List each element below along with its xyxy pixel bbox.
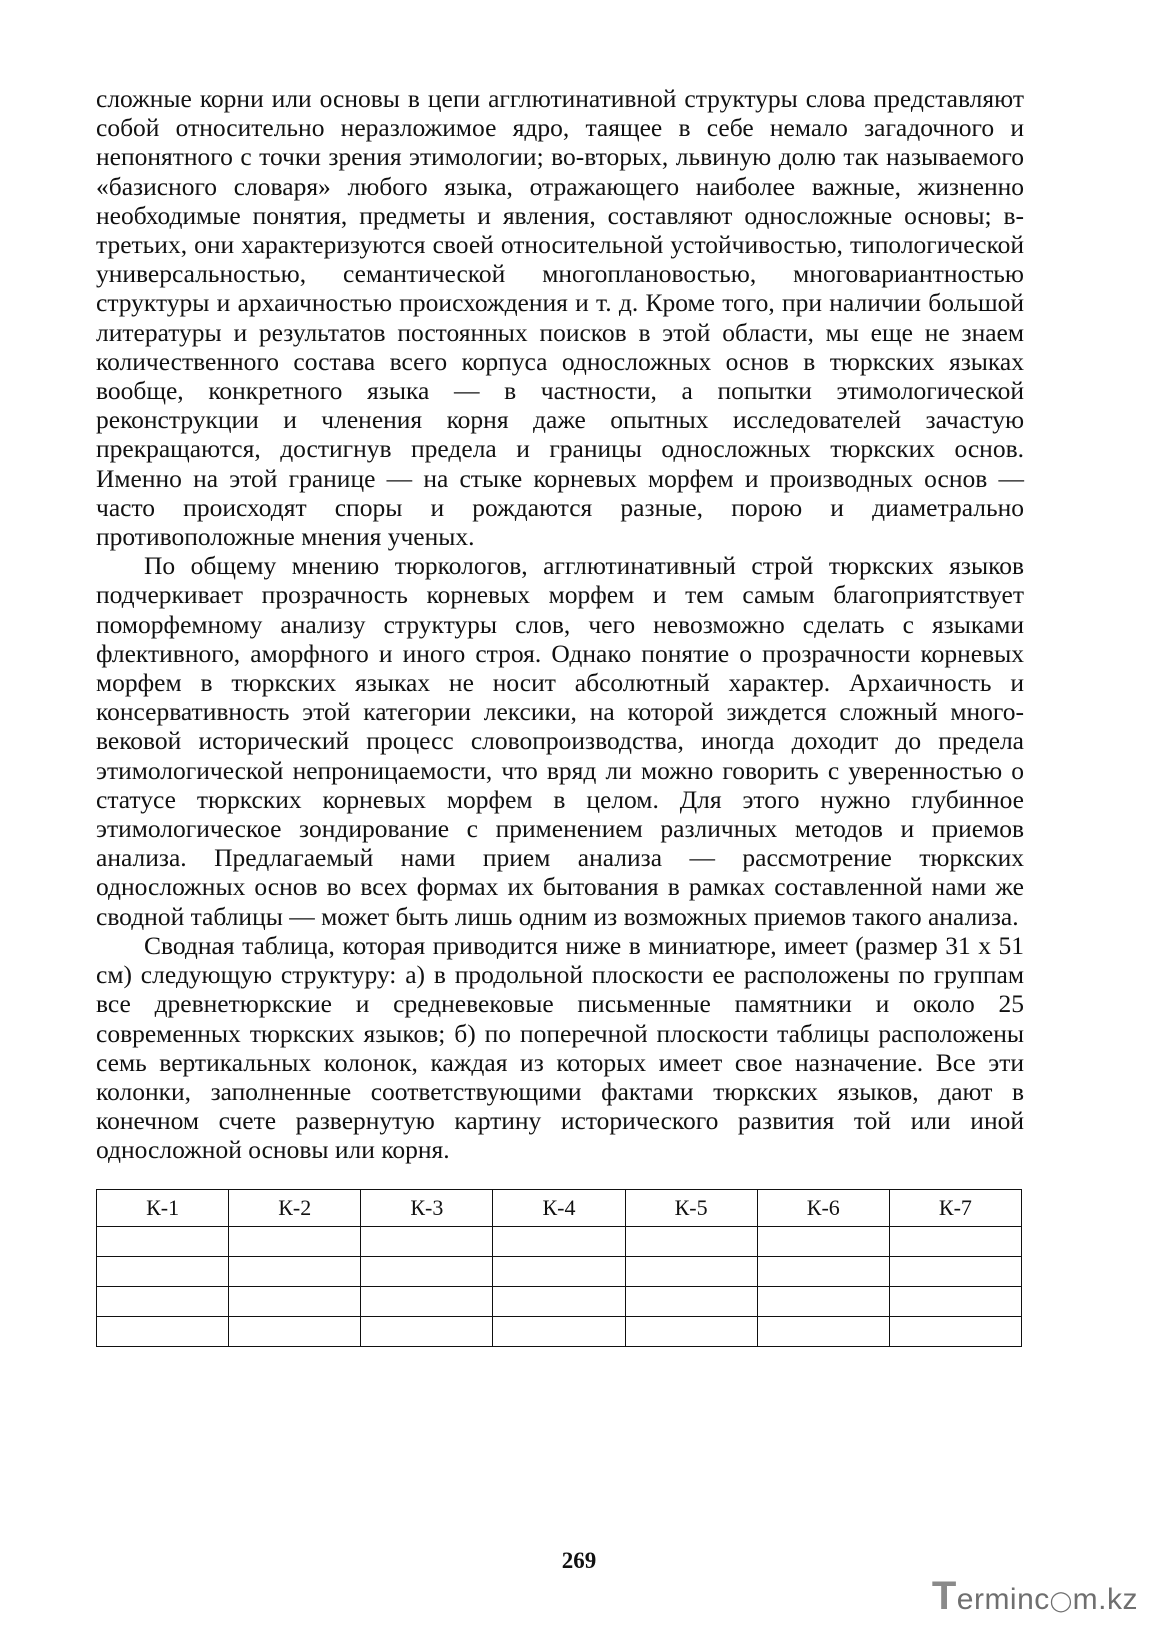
table-cell xyxy=(493,1256,625,1286)
paragraph-3: Сводная таблица, которая приводится ниже в миниатюре, имеет (размер 31 х 51 см) следующую структуру: а) в продольной плоскости ее расположены по группам все древнетюркские и средневековые письменные памятники и около 25 современных тюркских языков; б) по поперечной плоскости таблицы расположены семь вертикальных колонок, каждая из которых имеет свое назначение. Все эти колонки, заполненные соответствующими фактами тюркских языков, дают в конечном счете развернутую картину исторического развития той или иной односложной основы или корня. xyxy=(96,930,1024,1165)
table-row xyxy=(97,1226,1022,1256)
table-cell xyxy=(229,1256,361,1286)
table-header-row xyxy=(97,1189,1022,1226)
column-header-k6: К-6 xyxy=(757,1189,889,1226)
table-cell xyxy=(361,1286,493,1316)
table-cell xyxy=(889,1286,1021,1316)
table-cell xyxy=(361,1256,493,1286)
table-cell xyxy=(625,1256,757,1286)
column-header-k2: К-2 xyxy=(229,1189,361,1226)
table-cell xyxy=(229,1226,361,1256)
column-header-k4: К-4 xyxy=(493,1189,625,1226)
table-cell xyxy=(889,1316,1021,1346)
table-row xyxy=(97,1256,1022,1286)
table-row xyxy=(97,1316,1022,1346)
table-cell xyxy=(97,1256,229,1286)
table-cell xyxy=(889,1256,1021,1286)
column-header-k7: К-7 xyxy=(889,1189,1021,1226)
table-cell xyxy=(493,1226,625,1256)
table-cell xyxy=(97,1316,229,1346)
table-cell xyxy=(229,1316,361,1346)
watermark-text: erminc xyxy=(956,1583,1050,1616)
table-cell xyxy=(625,1226,757,1256)
column-header-k1: К-1 xyxy=(97,1189,229,1226)
table-cell xyxy=(493,1286,625,1316)
table-cell xyxy=(757,1316,889,1346)
summary-table xyxy=(96,1189,1022,1347)
table-cell xyxy=(493,1316,625,1346)
page-number: 269 xyxy=(561,1548,597,1573)
paragraph-2: По общему мнению тюркологов, агглютинативный строй тюркских языков подчеркивает прозрачность корневых морфем и тем самым благоприятствует поморфемному анализу структуры слов, чего невозможно сделать с языками флективного, аморфного и иного строя. Однако понятие о прозрачности корневых морфем в тюркских языках не носит абсолютный характер. Архаичность и консервативность этой категории лексики, на которой зиждется сложный многовековой исторический процесс словопроизводства, иногда доходит до предела этимологической непроницаемости, что вряд ли можно говорить с уверенностью о статусе тюркских корневых морфем в целом. Для этого нужно глубинное этимологическое зондирование с применением различных методов и приемов анализа. Предлагаемый нами прием анализа — рассмотрение тюркских односложных основ во всех формах их бытования в рамках составленной нами же сводной таблицы — может быть лишь одним из возможных приемов такого анализа. xyxy=(96,551,1024,931)
table-cell xyxy=(757,1286,889,1316)
paragraph-1: сложные корни или основы в цепи агглютинативной структуры слова представляют собой относительно неразложимое ядро, таящее в себе немало загадочного и непонятного с точки зрения этимологии; во-вторых, львиную долю так называемого «базисного словаря» любого языка, отражающего наиболее важные, жизненно необходимые понятия, предметы и явления, составляют односложные основы; в-третьих, они характеризуются своей относительной устойчивостью, типологической универсальностью, семантической многоплановостью, многовариантностью структуры и архаичностью происхождения и т. д. Кроме того, при наличии большой литературы и результатов постоянных поисков в этой области, мы еще не знаем количественного состава всего корпуса односложных основ в тюркских языках вообще, конкретного языка — в частности, а попытки этимологической реконструкции и членения корня даже опытных исследователей зачастую прекращаются, достигнув предела и границы односложных тюркских основ. Именно на этой границе — на стыке корневых морфем и производных основ — часто происходят споры и рождаются разные, порою и диаметрально противоположные мнения ученых. xyxy=(96,84,1024,552)
table-body xyxy=(97,1226,1022,1346)
table-cell xyxy=(229,1286,361,1316)
table-cell xyxy=(757,1256,889,1286)
table-cell xyxy=(97,1226,229,1256)
watermark-logo xyxy=(932,1574,1138,1619)
page-body xyxy=(96,84,1024,1347)
table-cell xyxy=(97,1286,229,1316)
watermark-first-letter: T xyxy=(931,1574,957,1618)
table-row xyxy=(97,1286,1022,1316)
column-header-k3: К-3 xyxy=(361,1189,493,1226)
table-cell xyxy=(361,1316,493,1346)
table-cell xyxy=(757,1226,889,1256)
table-cell xyxy=(625,1286,757,1316)
table-cell xyxy=(361,1226,493,1256)
column-header-k5: К-5 xyxy=(625,1189,757,1226)
table-cell xyxy=(889,1226,1021,1256)
table-cell xyxy=(625,1316,757,1346)
watermark-ring-icon: ◯ xyxy=(1049,1590,1073,1613)
watermark-domain: m.kz xyxy=(1072,1583,1138,1616)
